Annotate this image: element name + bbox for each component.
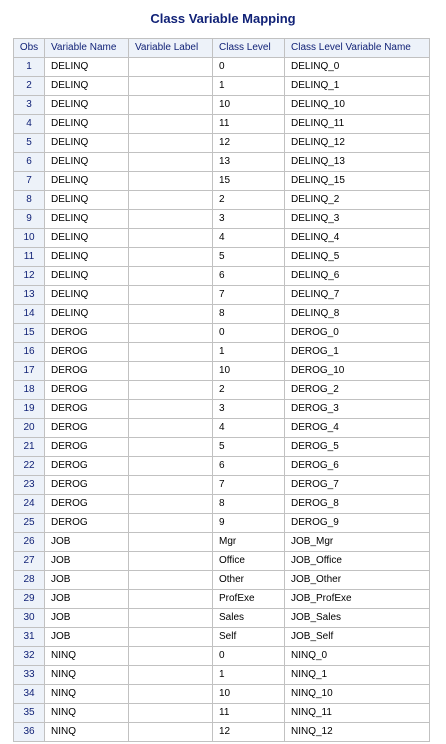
variable-label-cell: [129, 514, 213, 533]
class-level-cell: 4: [213, 229, 285, 248]
variable-name-cell: DEROG: [45, 476, 129, 495]
table-row: [14, 400, 430, 419]
table-row: [14, 324, 430, 343]
variable-name-cell: DEROG: [45, 419, 129, 438]
variable-name-cell: DELINQ: [45, 248, 129, 267]
class-level-variable-name-cell: DELINQ_13: [285, 153, 430, 172]
table-row: [14, 685, 430, 704]
obs-cell: 34: [14, 685, 45, 704]
class-level-variable-name-cell: DEROG_8: [285, 495, 430, 514]
obs-cell: 14: [14, 305, 45, 324]
variable-label-cell: [129, 172, 213, 191]
obs-cell: 30: [14, 609, 45, 628]
obs-cell: 1: [14, 58, 45, 77]
variable-label-cell: [129, 685, 213, 704]
obs-cell: 7: [14, 172, 45, 191]
class-level-cell: Sales: [213, 609, 285, 628]
table-row: [14, 533, 430, 552]
class-level-variable-name-cell: JOB_Office: [285, 552, 430, 571]
variable-name-cell: DELINQ: [45, 153, 129, 172]
table-title: Class Variable Mapping: [150, 11, 296, 26]
class-level-cell: 6: [213, 267, 285, 286]
class-level-variable-name-cell: NINQ_12: [285, 723, 430, 742]
table-row: [14, 590, 430, 609]
variable-name-cell: JOB: [45, 590, 129, 609]
variable-label-cell: [129, 609, 213, 628]
table-row: [14, 495, 430, 514]
header-row: [14, 39, 430, 58]
class-level-cell: 8: [213, 305, 285, 324]
variable-name-cell: DEROG: [45, 324, 129, 343]
class-level-variable-name-cell: DEROG_6: [285, 457, 430, 476]
variable-label-cell: [129, 590, 213, 609]
variable-name-cell: DEROG: [45, 381, 129, 400]
variable-label-cell: [129, 438, 213, 457]
class-level-cell: 2: [213, 191, 285, 210]
class-level-variable-name-cell: DELINQ_11: [285, 115, 430, 134]
variable-name-cell: JOB: [45, 609, 129, 628]
variable-label-cell: [129, 324, 213, 343]
variable-label-cell: [129, 533, 213, 552]
class-level-variable-name-cell: DELINQ_0: [285, 58, 430, 77]
class-level-variable-name-cell: DELINQ_12: [285, 134, 430, 153]
table-row: [14, 172, 430, 191]
table-row: [14, 381, 430, 400]
table-row: [14, 286, 430, 305]
variable-label-cell: [129, 666, 213, 685]
variable-label-cell: [129, 248, 213, 267]
table-row: [14, 438, 430, 457]
variable-label-cell: [129, 134, 213, 153]
class-level-cell: 2: [213, 381, 285, 400]
table-row: [14, 96, 430, 115]
class-level-cell: 0: [213, 58, 285, 77]
table-row: [14, 210, 430, 229]
variable-label-cell: [129, 153, 213, 172]
class-level-variable-name-cell: NINQ_11: [285, 704, 430, 723]
table-row: [14, 362, 430, 381]
variable-name-cell: DELINQ: [45, 172, 129, 191]
class-level-cell: 12: [213, 723, 285, 742]
variable-label-cell: [129, 552, 213, 571]
class-level-cell: ProfExe: [213, 590, 285, 609]
obs-cell: 9: [14, 210, 45, 229]
obs-cell: 27: [14, 552, 45, 571]
class-level-variable-name-cell: DEROG_2: [285, 381, 430, 400]
obs-cell: 16: [14, 343, 45, 362]
column-header-variable-label: Variable Label: [129, 39, 213, 58]
variable-label-cell: [129, 400, 213, 419]
class-level-variable-name-cell: DELINQ_2: [285, 191, 430, 210]
class-level-cell: 5: [213, 248, 285, 267]
class-level-cell: 5: [213, 438, 285, 457]
variable-label-cell: [129, 115, 213, 134]
class-level-variable-name-cell: JOB_Self: [285, 628, 430, 647]
obs-cell: 2: [14, 77, 45, 96]
variable-name-cell: DEROG: [45, 438, 129, 457]
obs-cell: 20: [14, 419, 45, 438]
class-level-variable-name-cell: JOB_ProfExe: [285, 590, 430, 609]
class-level-cell: 10: [213, 362, 285, 381]
obs-cell: 13: [14, 286, 45, 305]
variable-label-cell: [129, 457, 213, 476]
obs-cell: 32: [14, 647, 45, 666]
table-row: [14, 609, 430, 628]
class-level-cell: 1: [213, 666, 285, 685]
variable-label-cell: [129, 647, 213, 666]
class-level-cell: 1: [213, 77, 285, 96]
variable-name-cell: DELINQ: [45, 115, 129, 134]
table-row: [14, 666, 430, 685]
variable-name-cell: DELINQ: [45, 286, 129, 305]
obs-cell: 25: [14, 514, 45, 533]
variable-name-cell: DELINQ: [45, 210, 129, 229]
table-row: [14, 305, 430, 324]
obs-cell: 4: [14, 115, 45, 134]
class-level-cell: Other: [213, 571, 285, 590]
variable-name-cell: DEROG: [45, 400, 129, 419]
class-level-cell: 3: [213, 210, 285, 229]
variable-name-cell: DEROG: [45, 343, 129, 362]
column-header-variable-name: Variable Name: [45, 39, 129, 58]
class-level-variable-name-cell: DEROG_5: [285, 438, 430, 457]
variable-name-cell: DELINQ: [45, 96, 129, 115]
variable-label-cell: [129, 476, 213, 495]
class-level-variable-name-cell: NINQ_1: [285, 666, 430, 685]
column-header-class-level: Class Level: [213, 39, 285, 58]
class-level-variable-name-cell: DELINQ_15: [285, 172, 430, 191]
class-level-variable-name-cell: DELINQ_4: [285, 229, 430, 248]
variable-label-cell: [129, 704, 213, 723]
class-level-cell: 4: [213, 419, 285, 438]
obs-cell: 29: [14, 590, 45, 609]
obs-cell: 26: [14, 533, 45, 552]
class-level-cell: 12: [213, 134, 285, 153]
obs-cell: 3: [14, 96, 45, 115]
class-level-cell: 6: [213, 457, 285, 476]
variable-name-cell: DELINQ: [45, 134, 129, 153]
variable-name-cell: DEROG: [45, 495, 129, 514]
table-row: [14, 58, 430, 77]
class-level-variable-name-cell: DELINQ_3: [285, 210, 430, 229]
table-row: [14, 419, 430, 438]
table-row: [14, 153, 430, 172]
class-level-variable-name-cell: DELINQ_7: [285, 286, 430, 305]
table-row: [14, 571, 430, 590]
class-level-cell: 11: [213, 704, 285, 723]
variable-label-cell: [129, 191, 213, 210]
table-row: [14, 723, 430, 742]
class-level-variable-name-cell: DEROG_4: [285, 419, 430, 438]
variable-label-cell: [129, 96, 213, 115]
class-level-cell: 8: [213, 495, 285, 514]
obs-cell: 19: [14, 400, 45, 419]
table-row: [14, 191, 430, 210]
class-level-cell: 10: [213, 685, 285, 704]
obs-cell: 21: [14, 438, 45, 457]
variable-name-cell: DELINQ: [45, 58, 129, 77]
obs-cell: 11: [14, 248, 45, 267]
class-level-variable-name-cell: DEROG_7: [285, 476, 430, 495]
column-header-class-level-variable-name: Class Level Variable Name: [285, 39, 430, 58]
class-level-variable-name-cell: DEROG_0: [285, 324, 430, 343]
obs-cell: 18: [14, 381, 45, 400]
class-level-cell: 11: [213, 115, 285, 134]
class-level-cell: 9: [213, 514, 285, 533]
variable-name-cell: NINQ: [45, 685, 129, 704]
class-level-cell: 7: [213, 286, 285, 305]
class-level-variable-name-cell: NINQ_0: [285, 647, 430, 666]
variable-label-cell: [129, 362, 213, 381]
class-level-cell: 15: [213, 172, 285, 191]
obs-cell: 35: [14, 704, 45, 723]
class-level-cell: 13: [213, 153, 285, 172]
class-level-variable-name-cell: DEROG_3: [285, 400, 430, 419]
column-header-obs: Obs: [14, 39, 45, 58]
table-row: [14, 457, 430, 476]
variable-name-cell: DEROG: [45, 514, 129, 533]
class-level-variable-name-cell: JOB_Other: [285, 571, 430, 590]
class-level-variable-name-cell: DELINQ_8: [285, 305, 430, 324]
variable-label-cell: [129, 229, 213, 248]
class-level-cell: 7: [213, 476, 285, 495]
variable-label-cell: [129, 495, 213, 514]
variable-name-cell: JOB: [45, 533, 129, 552]
obs-cell: 12: [14, 267, 45, 286]
variable-name-cell: JOB: [45, 571, 129, 590]
variable-name-cell: NINQ: [45, 666, 129, 685]
table-row: [14, 476, 430, 495]
table-row: [14, 248, 430, 267]
variable-name-cell: DELINQ: [45, 305, 129, 324]
class-level-variable-name-cell: DEROG_1: [285, 343, 430, 362]
variable-name-cell: JOB: [45, 552, 129, 571]
table-row: [14, 77, 430, 96]
obs-cell: 33: [14, 666, 45, 685]
class-level-cell: 0: [213, 647, 285, 666]
class-level-cell: Self: [213, 628, 285, 647]
table-row: [14, 115, 430, 134]
obs-cell: 23: [14, 476, 45, 495]
variable-label-cell: [129, 286, 213, 305]
obs-cell: 6: [14, 153, 45, 172]
class-level-variable-name-cell: JOB_Sales: [285, 609, 430, 628]
table-row: [14, 647, 430, 666]
class-level-variable-name-cell: DEROG_10: [285, 362, 430, 381]
variable-name-cell: DELINQ: [45, 267, 129, 286]
class-level-variable-name-cell: JOB_Mgr: [285, 533, 430, 552]
variable-label-cell: [129, 343, 213, 362]
variable-label-cell: [129, 381, 213, 400]
table-row: [14, 628, 430, 647]
variable-name-cell: DELINQ: [45, 191, 129, 210]
variable-label-cell: [129, 305, 213, 324]
table-body: [14, 58, 430, 742]
obs-cell: 31: [14, 628, 45, 647]
class-level-cell: Mgr: [213, 533, 285, 552]
variable-name-cell: DELINQ: [45, 229, 129, 248]
variable-name-cell: NINQ: [45, 723, 129, 742]
class-level-cell: 3: [213, 400, 285, 419]
table-row: [14, 514, 430, 533]
variable-name-cell: DEROG: [45, 362, 129, 381]
class-level-variable-name-cell: NINQ_10: [285, 685, 430, 704]
obs-cell: 8: [14, 191, 45, 210]
table-row: [14, 267, 430, 286]
class-level-cell: Office: [213, 552, 285, 571]
obs-cell: 24: [14, 495, 45, 514]
table-row: [14, 229, 430, 248]
variable-label-cell: [129, 267, 213, 286]
variable-name-cell: NINQ: [45, 704, 129, 723]
obs-cell: 36: [14, 723, 45, 742]
variable-label-cell: [129, 58, 213, 77]
variable-label-cell: [129, 77, 213, 96]
obs-cell: 22: [14, 457, 45, 476]
variable-label-cell: [129, 419, 213, 438]
obs-cell: 17: [14, 362, 45, 381]
variable-name-cell: DELINQ: [45, 77, 129, 96]
variable-label-cell: [129, 723, 213, 742]
variable-label-cell: [129, 210, 213, 229]
obs-cell: 15: [14, 324, 45, 343]
variable-label-cell: [129, 571, 213, 590]
class-level-variable-name-cell: DELINQ_5: [285, 248, 430, 267]
variable-name-cell: JOB: [45, 628, 129, 647]
class-level-cell: 1: [213, 343, 285, 362]
obs-cell: 5: [14, 134, 45, 153]
variable-name-cell: DEROG: [45, 457, 129, 476]
class-level-variable-name-cell: DELINQ_1: [285, 77, 430, 96]
table-row: [14, 134, 430, 153]
table-row: [14, 552, 430, 571]
obs-cell: 10: [14, 229, 45, 248]
table-row: [14, 704, 430, 723]
class-variable-mapping-table: [13, 38, 430, 742]
class-level-variable-name-cell: DELINQ_6: [285, 267, 430, 286]
class-level-cell: 0: [213, 324, 285, 343]
variable-label-cell: [129, 628, 213, 647]
variable-name-cell: NINQ: [45, 647, 129, 666]
obs-cell: 28: [14, 571, 45, 590]
class-level-variable-name-cell: DELINQ_10: [285, 96, 430, 115]
class-level-variable-name-cell: DEROG_9: [285, 514, 430, 533]
table-row: [14, 343, 430, 362]
class-level-cell: 10: [213, 96, 285, 115]
